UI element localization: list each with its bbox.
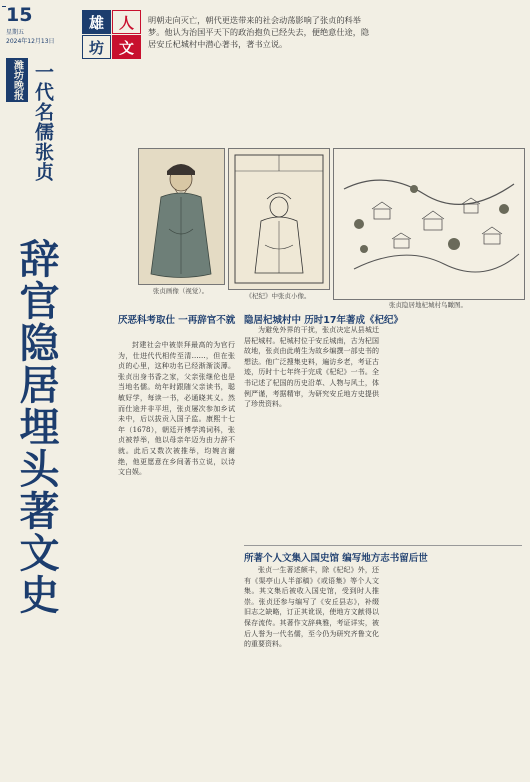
logo-char: 雄 [82, 10, 111, 34]
section-heading: 隐居杞城村中 历时17年著成《杞纪》 [244, 315, 404, 326]
village-map-illustration [334, 149, 524, 299]
page-number: 15 [6, 4, 33, 26]
issue-date: 2024年12月13日 [6, 38, 55, 45]
main-title: 辞官隐居埋头著文史 [13, 238, 59, 616]
book-figure [228, 148, 330, 290]
paper-name: 潍坊晚报 [6, 58, 28, 102]
figure-caption: 张贞隐居地杞城村鸟瞰图。 [389, 301, 467, 309]
article-column [244, 325, 521, 540]
logo-char: 人 [112, 10, 141, 34]
subtitle: 一代名儒张贞 [32, 62, 54, 182]
column-logo [82, 10, 142, 60]
article-text: 封建社会中被崇拜最高的为官行为，仕进代代相传至清……，但在张贞的心里，这种功名已经渐渐淡薄。张贞出身书香之家，父亲张继伦也是当地名儒。幼年时跟随父亲读书，聪敏好学，每读一书，必通晓其义。然而仕途并非平坦，张贞屡次参加乡试未中，后以拔贡入国子监。康熙十七年（1678），朝廷开博学鸿词科，张贞被荐举，他以母亲年迈为由力辞不就。此后又数次被推举，均婉言谢绝，他更愿意在乡间著书立说，以诗文自娱。 [118, 341, 235, 477]
article-text: 张贞一生著述颇丰，除《杞纪》外，还有《渠亭山人半部稿》《或语集》等个人文集。其文集后被收入国史馆，受到时人推崇。张贞还参与编写了《安丘县志》，补缀旧志之缺略，订正其讹误，使地方文献得以保存流传。其著作文辞典雅，考证详实，被后人誉为一代名儒，至今仍为研究齐鲁文化的重要资料。 [244, 566, 379, 649]
logo-char: 坊 [82, 35, 111, 59]
figure-caption: 《杞纪》中张贞小像。 [245, 292, 311, 300]
section-heading: 厌恶科考取仕 一再辞官不就 [118, 315, 236, 326]
logo-char: 文 [112, 35, 141, 59]
portrait-illustration [139, 149, 224, 284]
weekday: 星期五 [6, 29, 25, 36]
figure-caption: 张贞画像（视觉）。 [152, 287, 209, 295]
side-rule [2, 6, 6, 7]
lede-paragraph: 明朝走向灭亡，朝代更迭带来的社会动荡影响了张贞的科举梦。他认为治国平天下的政治抱负已经失去，便绝意仕途，隐居安丘杞城村中潜心著书，著书立说。 [148, 15, 370, 49]
portrait-figure [138, 148, 225, 285]
article-column [244, 565, 521, 772]
section-divider [244, 545, 522, 546]
section-heading: 所著个人文集入国史馆 编写地方志书留后世 [244, 553, 428, 564]
article-column [118, 340, 235, 772]
book-illustration [229, 149, 329, 289]
village-map-figure [333, 148, 525, 300]
article-text: 为避免外界的干扰，张贞决定从县城迁居杞城村。杞城村位于安丘城南，古为杞国故地，张贞由此萌生为故乡编撰一部史书的想法。他广泛搜集史料，遍访乡老，考证古迹，历时十七年终于完成《杞纪》一书。全书记述了杞国的历史沿革、人物与风土，体例严谨，考据精审，为研究安丘地方史提供了珍贵资料。 [244, 326, 379, 409]
